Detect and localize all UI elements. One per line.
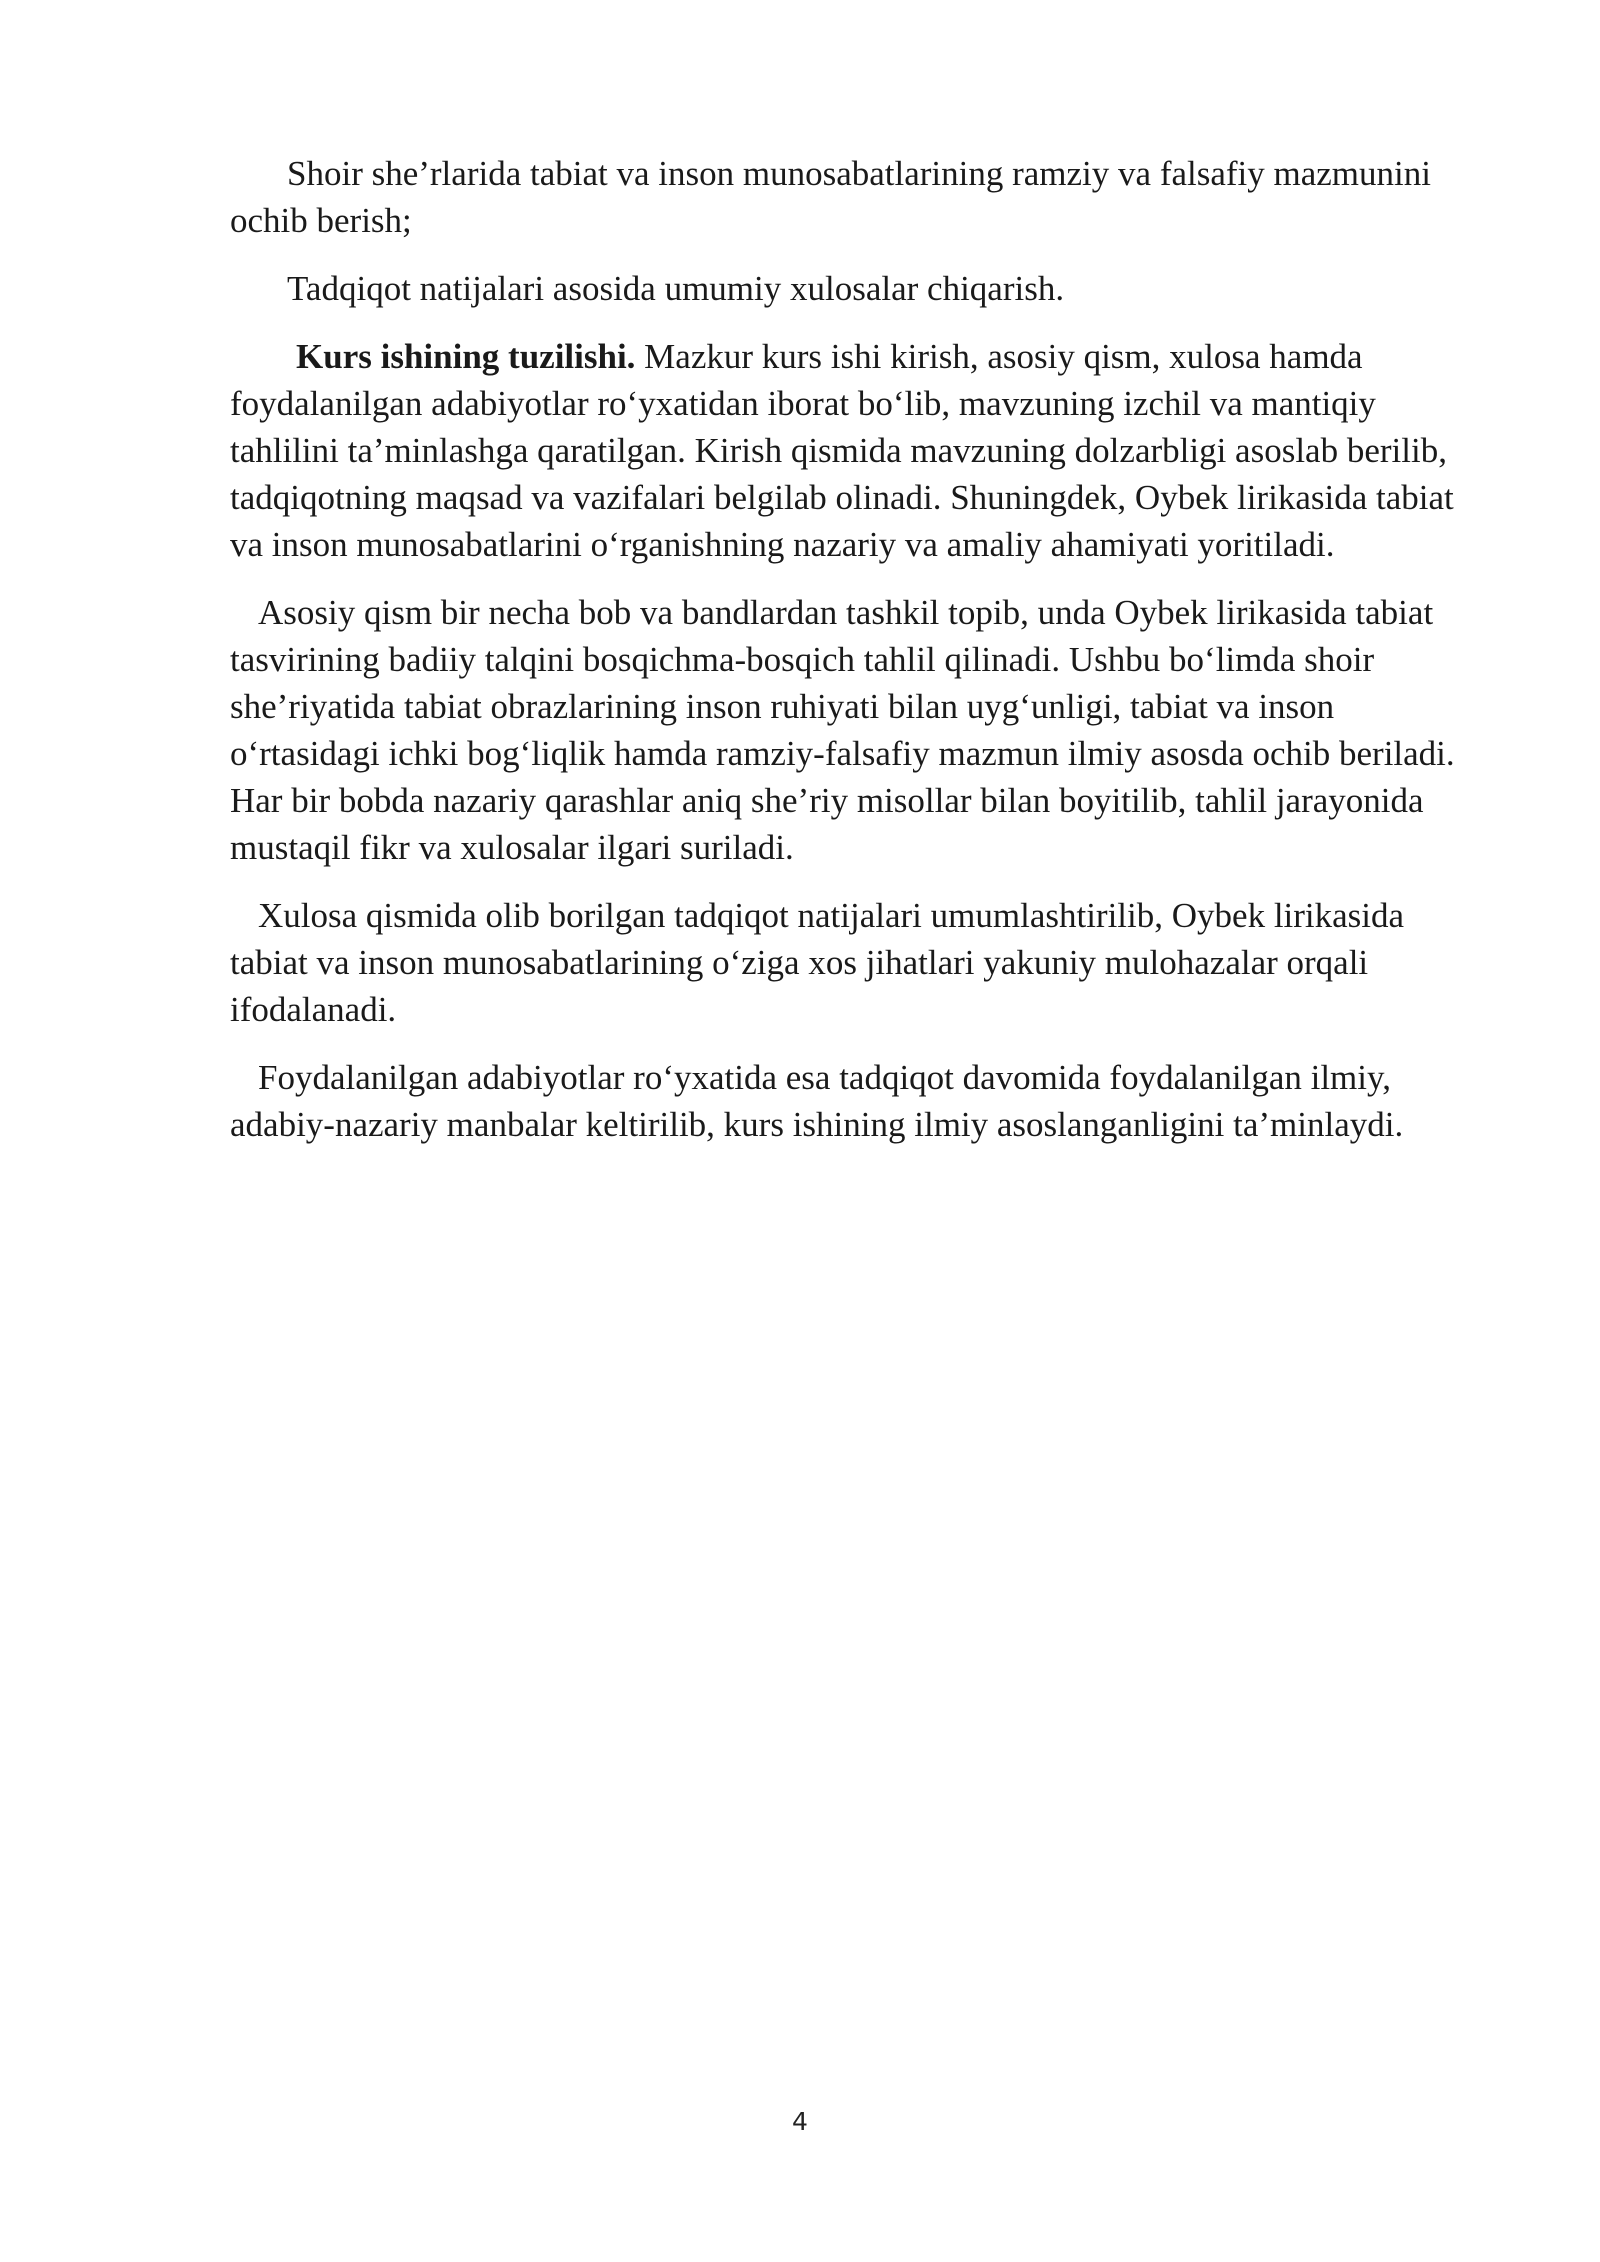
paragraph-task-2 bbox=[230, 265, 1490, 312]
paragraph-text: Tadqiqot natijalari asosida umumiy xulosalar chiqarish. bbox=[287, 269, 1065, 308]
paragraph-text: Shoir she’rlarida tabiat va inson munosabatlarining ramziy va falsafiy mazmunini ochib berish; bbox=[230, 154, 1431, 240]
paragraph-structure bbox=[230, 333, 1490, 568]
paragraph-text: Mazkur kurs ishi kirish, asosiy qism, xulosa hamda foydalanilgan adabiyotlar roʻyxatidan iborat boʻlib, mavzuning izchil va mantiqiy tahlilini ta’minlashga qaratilgan. Kirish qismida mavzuning dolzarbligi asoslab berilib, tadqiqotning maqsad va vazifalari belgilab olinadi. Shuningdek, Oybek lirikasida tabiat va inson munosabatlarini oʻrganishning nazariy va amaliy ahamiyati yoritiladi. bbox=[230, 337, 1454, 564]
paragraph-conclusion bbox=[230, 892, 1490, 1033]
body-text bbox=[230, 150, 1490, 1169]
paragraph-text: Foydalanilgan adabiyotlar roʻyxatida esa tadqiqot davomida foydalanilgan ilmiy, adabiy-nazariy manbalar keltirilib, kurs ishining ilmiy asoslanganligini ta’minlaydi. bbox=[230, 1058, 1404, 1144]
page-number: 4 bbox=[792, 2107, 808, 2136]
section-lead-heading: Kurs ishining tuzilishi. bbox=[296, 337, 636, 376]
paragraph-text: Asosiy qism bir necha bob va bandlardan tashkil topib, unda Oybek lirikasida tabiat tasvirining badiiy talqini bosqichma-bosqich tahlil qilinadi. Ushbu boʻlimda shoir she’riyatida tabiat obrazlarining inson ruhiyati bilan uygʻunligi, tabiat va inson oʻrtasidagi ichki bogʻliqlik hamda ramziy-falsafiy mazmun ilmiy asosda ochib beriladi. Har bir bobda nazariy qarashlar aniq she’riy misollar bilan boyitilib, tahlil jarayonida mustaqil fikr va xulosalar ilgari suriladi. bbox=[230, 593, 1455, 867]
paragraph-text: Xulosa qismida olib borilgan tadqiqot natijalari umumlashtirilib, Oybek lirikasida tabiat va inson munosabatlarining oʻziga xos jihatlari yakuniy mulohazalar orqali ifodalanadi. bbox=[230, 896, 1405, 1029]
paragraph-main-part bbox=[230, 589, 1490, 871]
paragraph-references bbox=[230, 1054, 1490, 1148]
paragraph-task-1 bbox=[230, 150, 1490, 244]
